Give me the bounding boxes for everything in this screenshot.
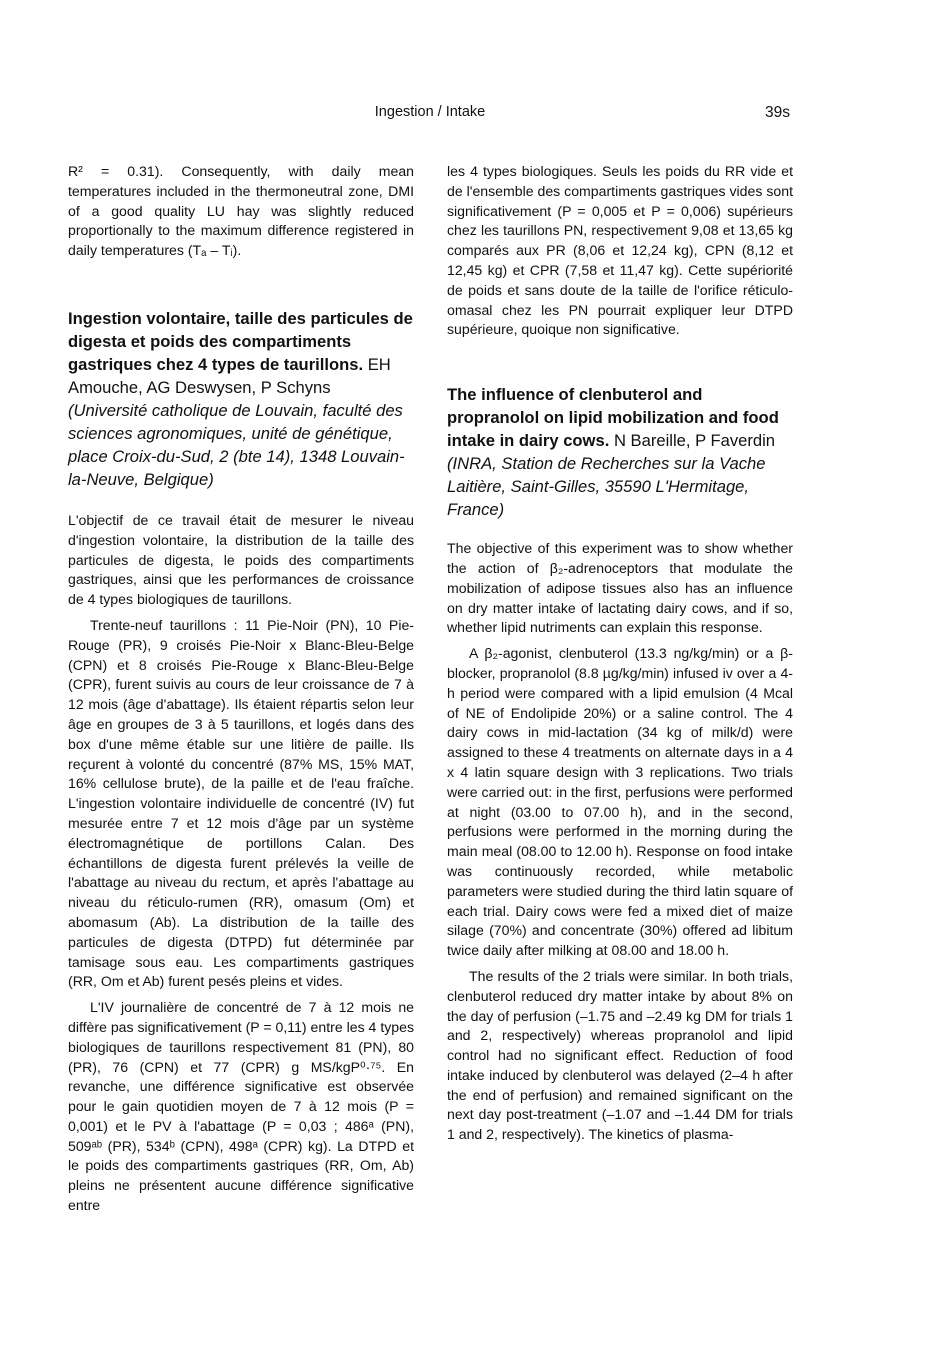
abstract-affiliation: (INRA, Station de Recherches sur la Vache Laitière, Saint-Gilles, 35590 L'Hermitage, France) xyxy=(447,454,766,520)
body-paragraph: The results of the 2 trials were similar. In both trials, clenbuterol reduced dry matter intake by about 8% on the day of perfusion (–1.75 and –2.49 kg DM for trials 1 and 2, respectively) whereas propranolol and lipid control had no significant effect. Reduction of food intake induced by clenbuterol was delayed (2–4 h after the end of perfusion) and remained significant on the next day post-treatment (–1.07 and –1.44 DM for trials 1 and 2, respectively). The kinetics of plasma- xyxy=(447,967,793,1143)
body-paragraph: The objective of this experiment was to show whether the action of β₂-adrenoceptors that modulate the mobilization of adipose tissues also has an influence on dry matter intake of lactating dairy cows, and if so, whether lipid nutriments can explain this response. xyxy=(447,540,793,636)
abstract-authors: EH Amouche, AG Deswysen, P Schyns xyxy=(68,354,391,397)
continued-paragraph: les 4 types biologiques. Seuls les poids du RR vide et de l'ensemble des compartiments gastriques vides sont significativement (P = 0,005 et P = 0,006) supérieurs chez les taurillons PN, respectivement 9,08 et 13,65 kg comparés aux PR (8,06 et 12,24 kg), CPN (8,12 et 12,45 kg) et CPR (7,58 et 11,47 kg). Cette supériorité de poids et sans doute de la taille de l'orifice réticulo-omasal chez les PN pourrait expliquer leur DTPD supérieure, quoique non significative. xyxy=(447,163,793,338)
running-head-section: Ingestion / Intake xyxy=(374,104,486,120)
page-number: 39s xyxy=(765,104,790,121)
body-paragraph: L'objectif de ce travail était de mesurer le niveau d'ingestion volontaire, la distribution de la taille des particules de digesta, le poids des compartiments gastriques, ainsi que les performances de croissance de 4 types biologiques de taurillons. xyxy=(68,511,414,608)
abstract-heading xyxy=(68,307,414,491)
body-paragraph: Trente-neuf taurillons : 11 Pie-Noir (PN), 10 Pie-Rouge (PR), 9 croisés Pie-Noir x Blanc-Bleu-Belge (CPN) et 8 croisés Pie-Rouge x Blanc-Bleu-Belge (CPR), furent suivis au cours de leur croissance de 7 à 12 mois (âge d'abattage). Ils étaient répartis selon leur âge en groupes de 3 à 5 taurillons, et logés dans des box d'une même étable sur une litière de paille. Ils reçurent à volonté du concentré (87% MS, 15% MAT, 16% cellulose brute), de la paille et de l'eau fraîche. L'ingestion volontaire individuelle de concentré (IV) fut mesurée entre 7 et 12 mois d'âge par un système électromagnétique de portillons Calan. Des échantillons de digesta furent prélevés la veille de l'abattage au niveau du rectum, et après l'abattage au niveau du réticulo-rumen (RR), omasum (Om) et abomasum (Ab). La distribution de la taille des particules de digesta (DTPD) fut déterminée par tamisage sous eau. Les compartiments gastriques (RR, Om et Ab) furent pesés pleins et vides. xyxy=(68,616,414,990)
body-paragraph: L'IV journalière de concentré de 7 à 12 mois ne diffère pas significativement (P = 0,11) entre les 4 types biologiques de taurillons respectivement 81 (PN), 80 (PR), 76 (CPN) et 77 (CPR) g MS/kgP⁰·⁷⁵. En revanche, une différence significative est observée pour le gain quotidien moyen de 7 à 12 mois (P = 0,001) et le PV à l'abattage (P = 0,03 ; 486ᵃ (PN), 509ᵃᵇ (PR), 534ᵇ (CPN), 498ᵃ (CPR) kg). La DTPD et le poids des compartiments gastriques (RR, Om, Ab) pleins ne présentent aucune différence significative entre xyxy=(68,999,414,1214)
continued-paragraph: R² = 0.31). Consequently, with daily mean temperatures included in the thermoneutral zone, DMI of a good quality LU hay was slightly reduced proportionally to the maximum difference registered in daily temperatures (Tₐ – Tᵢ). xyxy=(68,163,414,259)
abstract-authors: N Bareille, P Faverdin xyxy=(613,431,776,451)
body-paragraph: A β₂-agonist, clenbuterol (13.3 ng/kg/min) or a β-blocker, propranolol (8.8 µg/kg/min) infused iv over a 4-h period were compared with a lipid emulsion (4 Mcal of NE of Endolipide 20%) or a saline control. The 4 dairy cows in mid-lactation (34 kg of milk/d) were assigned to these 4 treatments on alternate days in a 4 x 4 latin square design with 3 replications. Two trials were carried out: in the first, perfusions were performed at night (03.00 to 07.00 h), and in the second, perfusions were performed in the morning during the main meal (08.00 to 12.00 h). Response on food intake was continuously recorded, while metabolic parameters were studied during the third latin square of each trial. Dairy cows were fed a mixed diet of maize silage (70%) and concentrate (30%) offered ad libitum twice daily after milking at 08.00 and 18.00 h. xyxy=(447,645,793,959)
right-column xyxy=(447,162,793,1145)
abstract-title: The influence of clenbuterol and propranolol on lipid mobilization and food intake in dairy cows. xyxy=(447,385,779,451)
abstract-affiliation: (Université catholique de Louvain, faculté des sciences agronomiques, unité de génétique, place Croix-du-Sud, 2 (bte 14), 1348 Louvain-la-Neuve, Belgique) xyxy=(68,400,405,489)
left-column xyxy=(68,162,414,1216)
running-head xyxy=(0,104,930,126)
abstract-heading xyxy=(447,383,793,521)
abstract-title: Ingestion volontaire, taille des particules de digesta et poids des compartiments gastriques chez 4 types de taurillons. xyxy=(68,308,413,374)
